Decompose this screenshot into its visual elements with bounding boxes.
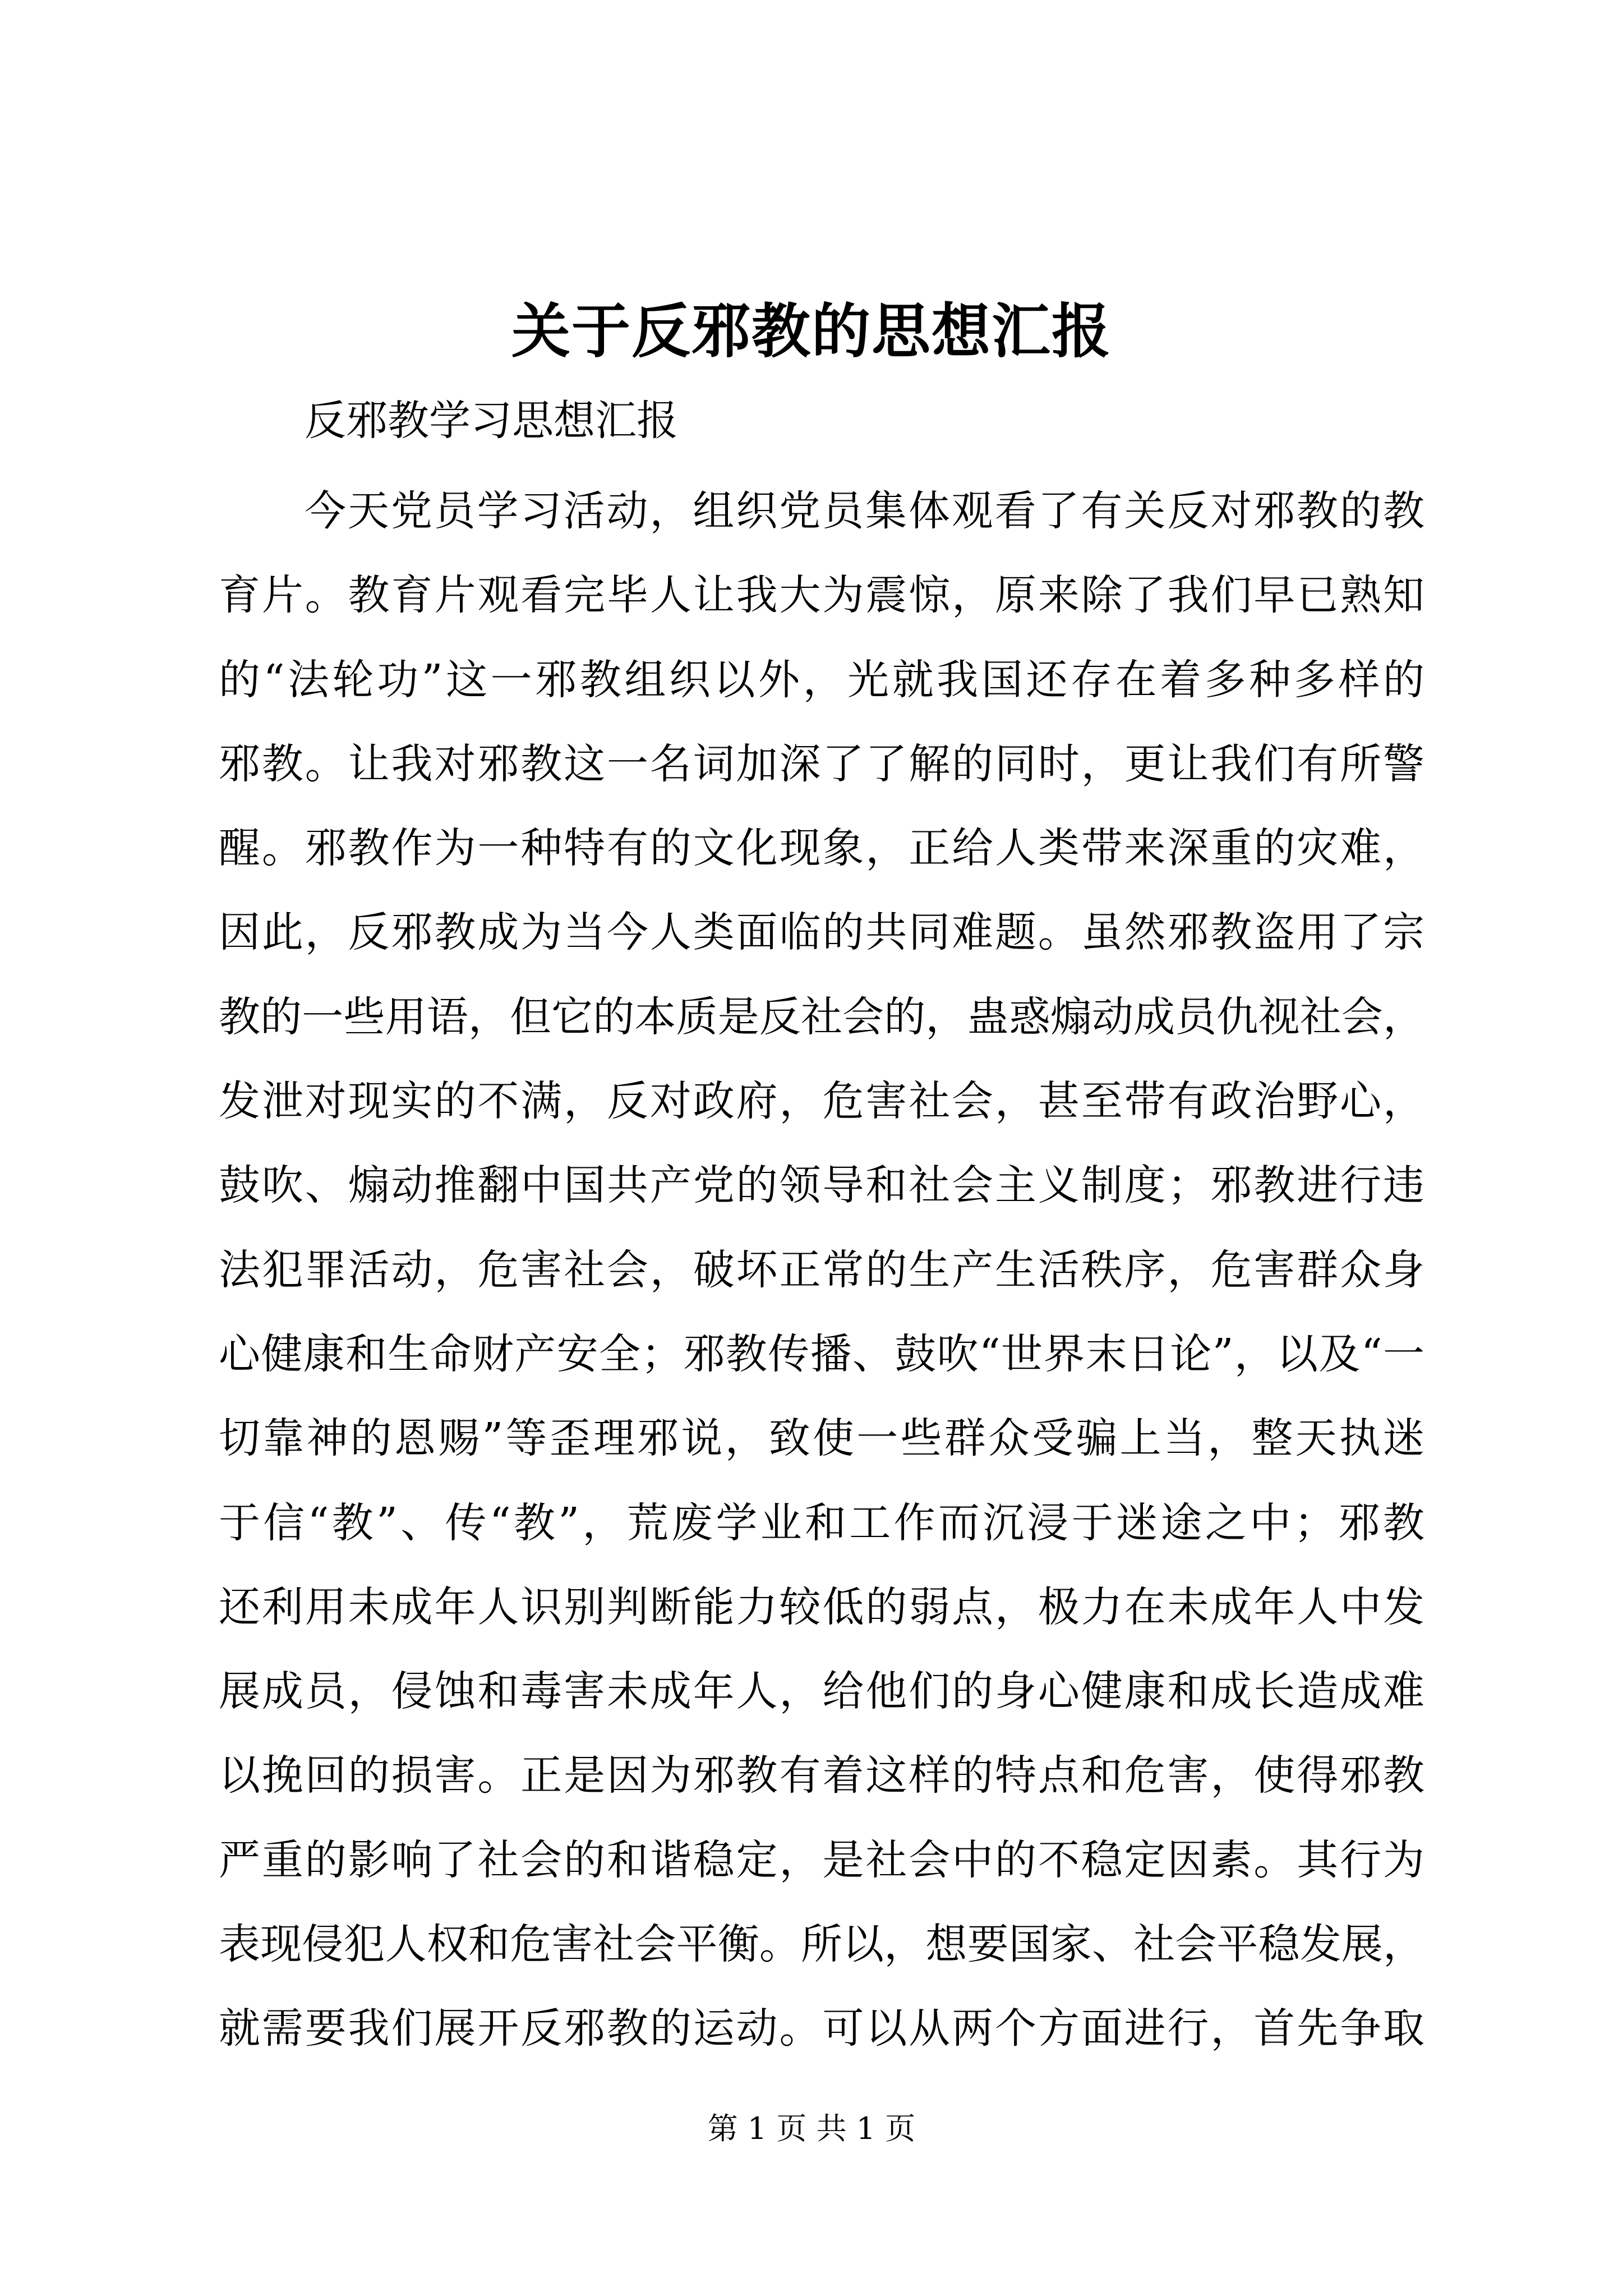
body-line: 教的一些用语，但它的本质是反社会的，蛊惑煽动成员仇视社会， [219, 992, 1424, 1041]
body-line: 法犯罪活动，危害社会，破坏正常的生产生活秩序，危害群众身 [219, 1245, 1424, 1294]
body-line: 心健康和生命财产安全；邪教传播、鼓吹“世界末日论”，以及“一 [219, 1329, 1424, 1378]
body-line: 育片。教育片观看完毕人让我大为震惊，原来除了我们早已熟知 [219, 571, 1424, 620]
body-line: 切靠神的恩赐”等歪理邪说，致使一些群众受骗上当，整天执迷 [219, 1414, 1424, 1463]
body-line: 表现侵犯人权和危害社会平衡。所以，想要国家、社会平稳发展， [219, 1920, 1424, 1969]
body-line: 以挽回的损害。正是因为邪教有着这样的特点和危害，使得邪教 [219, 1751, 1424, 1800]
body-line: 醒。邪教作为一种特有的文化现象，正给人类带来深重的灾难， [219, 824, 1424, 873]
body-line: 因此，反邪教成为当今人类面临的共同难题。虽然邪教盗用了宗 [219, 908, 1424, 957]
body-line: 邪教。让我对邪教这一名词加深了了解的同时，更让我们有所警 [219, 739, 1424, 788]
page-footer: 第 1 页 共 1 页 [707, 2111, 916, 2146]
body-line: 的“法轮功”这一邪教组织以外，光就我国还存在着多种多样的 [219, 655, 1424, 704]
body-text [219, 469, 1424, 2071]
body-line: 发泄对现实的不满，反对政府，危害社会，甚至带有政治野心， [219, 1077, 1424, 1126]
document-subtitle: 反邪教学习思想汇报 [305, 397, 678, 445]
body-line: 展成员，侵蚀和毒害未成年人，给他们的身心健康和成长造成难 [219, 1667, 1424, 1716]
body-line: 还利用未成年人识别判断能力较低的弱点，极力在未成年人中发 [219, 1582, 1424, 1631]
body-line: 鼓吹、煽动推翻中国共产党的领导和社会主义制度；邪教进行违 [219, 1161, 1424, 1210]
document-title: 关于反邪教的思想汇报 [511, 296, 1112, 366]
body-line: 于信“教”、传“教”，荒废学业和工作而沉浸于迷途之中；邪教 [219, 1498, 1424, 1547]
body-line: 严重的影响了社会的和谐稳定，是社会中的不稳定因素。其行为 [219, 1835, 1424, 1884]
body-line: 今天党员学习活动，组织党员集体观看了有关反对邪教的教 [305, 487, 1424, 535]
body-line: 就需要我们展开反邪教的运动。可以从两个方面进行，首先争取 [219, 2004, 1424, 2053]
